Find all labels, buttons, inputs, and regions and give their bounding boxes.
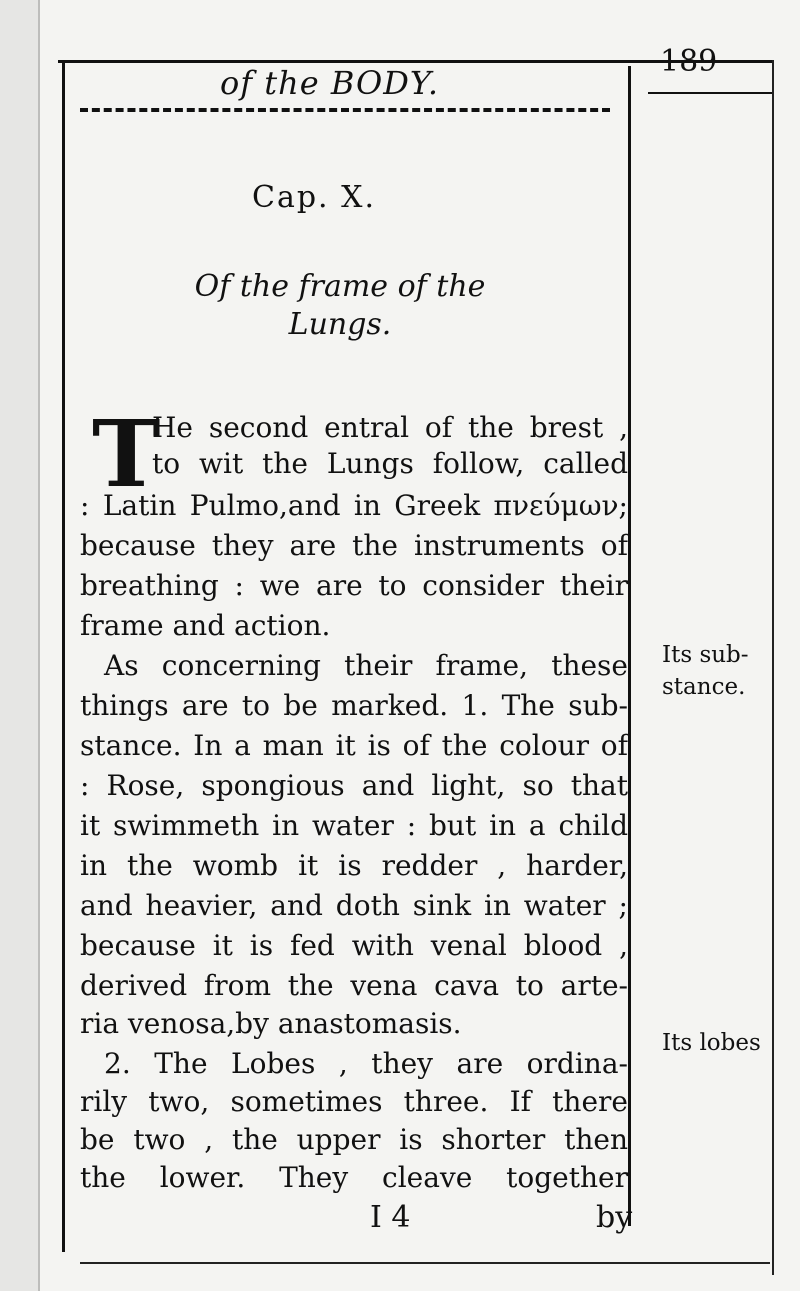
text-line: breathing : we are to consider their xyxy=(80,569,628,602)
signature-mark: I 4 xyxy=(370,1200,411,1235)
text-line: it swimmeth in water : but in a child xyxy=(80,809,628,842)
text-line: frame and action. xyxy=(80,609,331,642)
bottom-rule xyxy=(80,1262,770,1264)
text-line: ria venosa,by anastomasis. xyxy=(80,1007,462,1040)
text-line: As concerning their frame, these xyxy=(104,649,628,682)
text-line: : Latin Pulmo,and in Greek πνεύμων; xyxy=(80,489,628,522)
margin-ornament-rule xyxy=(648,92,772,94)
text-line: because it is fed with venal blood , xyxy=(80,929,628,962)
chapter-subtitle xyxy=(0,268,680,344)
chapter-heading: Cap. X. xyxy=(251,180,376,215)
text-line: the lower. They cleave together xyxy=(80,1161,628,1194)
margin-note-substance-2: stance. xyxy=(662,674,746,700)
margin-note-lobes: Its lobes xyxy=(662,1030,761,1056)
text-line: things are to be marked. 1. The sub- xyxy=(80,689,628,722)
text-line: rily two, sometimes three. If there xyxy=(80,1085,628,1118)
subtitle-line-2: Lungs. xyxy=(288,307,392,342)
text-line: derived from the vena cava to arte- xyxy=(80,969,628,1002)
page-number: 189 xyxy=(660,44,718,79)
catchword: by xyxy=(596,1200,633,1235)
right-rule xyxy=(772,60,774,1275)
left-rule xyxy=(62,62,65,1252)
text-line: stance. In a man it is of the colour of xyxy=(80,729,628,762)
text-line: be two , the upper is shorter then xyxy=(80,1123,628,1156)
margin-note-substance-1: Its sub- xyxy=(662,642,749,668)
text-line: because they are the instruments of xyxy=(80,529,628,562)
margin-rule xyxy=(628,66,631,1226)
drop-capital: T xyxy=(92,400,161,508)
running-head: of the BODY. xyxy=(220,64,440,102)
text-line: and heavier, and doth sink in water ; xyxy=(80,889,628,922)
text-line: : Rose, spongious and light, so that xyxy=(80,769,628,802)
text-line: He second entral of the brest , xyxy=(152,411,628,444)
subtitle-line-1: Of the frame of the xyxy=(194,269,486,304)
header-ornament-rule xyxy=(80,108,610,116)
text-line: to wit the Lungs follow, called xyxy=(152,447,628,480)
text-line: in the womb it is redder , harder, xyxy=(80,849,628,882)
text-line: 2. The Lobes , they are ordina- xyxy=(104,1047,628,1080)
